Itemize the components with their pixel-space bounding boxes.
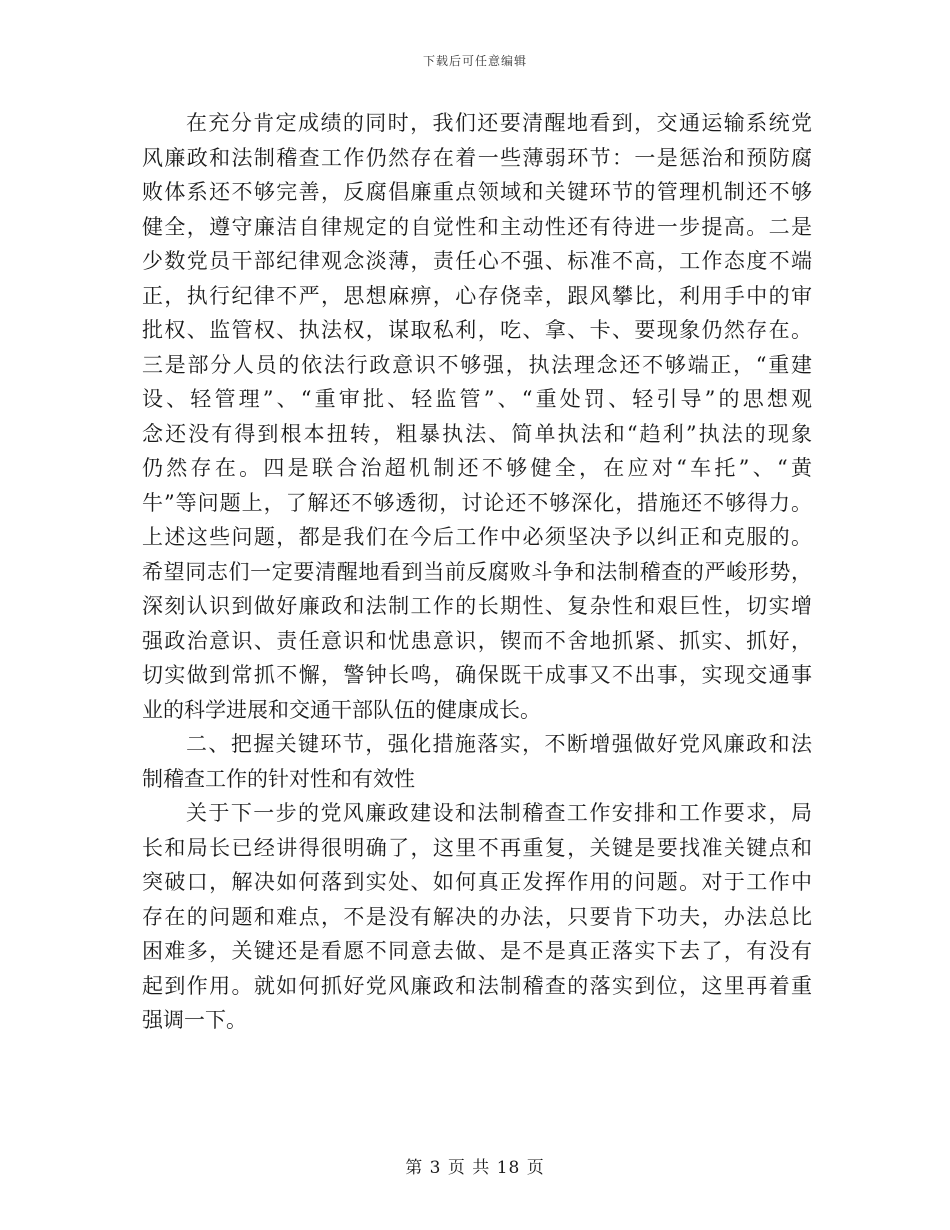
text-line-17: 切实做到常抓不懈，警钟长鸣，确保既干成事又不出事，实现交通事: [142, 663, 812, 687]
text-line-3: 败体系还不够完善，反腐倡廉重点领域和关键环节的管理机制还不够: [142, 180, 812, 204]
text-line-16: 强政治意识、责任意识和忧患意识，锲而不舍地抓紧、抓实、抓好，: [142, 628, 812, 653]
text-line-24: 存在的问题和难点，不是没有解决的办法，只要肯下功夫，办法总比: [142, 904, 812, 929]
text-line-10: 念还没有得到根本扭转，粗暴执法、简单执法和“趋利”执法的现象: [142, 421, 812, 446]
text-line-7: 批权、监管权、执法权，谋取私利，吃、拿、卡、要现象仍然存在。: [142, 318, 812, 342]
text-line-27: 强调一下。: [142, 1008, 247, 1032]
document-body: [142, 106, 812, 1038]
text-line-25: 困难多，关键还是看愿不同意去做、是不是真正落实下去了，有没有: [142, 939, 812, 963]
text-line-21: 关于下一步的党风廉政建设和法制稽查工作安排和工作要求，局: [186, 801, 812, 825]
section-heading-line-2: 制稽查工作的针对性和有效性: [142, 766, 415, 791]
text-line-11: 仍然存在。四是联合治超机制还不够健全，在应对“车托”、“黄: [142, 456, 812, 480]
text-line-23: 突破口，解决如何落到实处、如何真正发挥作用的问题。对于工作中: [142, 870, 812, 894]
text-line-1: 在充分肯定成绩的同时，我们还要清醒地看到，交通运输系统党: [186, 111, 812, 135]
text-line-18: 业的科学进展和交通干部队伍的健康成长。: [142, 697, 541, 722]
text-line-5: 少数党员干部纪律观念淡薄，责任心不强、标准不高，工作态度不端: [142, 249, 812, 273]
text-line-22: 长和局长已经讲得很明确了，这里不再重复，关键是要找准关键点和: [142, 835, 812, 860]
text-line-13: 上述这些问题，都是我们在今后工作中必须坚决予以纠正和克服的。: [142, 525, 812, 549]
section-heading-line-1: 二、把握关键环节，强化措施落实，不断增强做好党风廉政和法: [186, 732, 812, 756]
text-line-6: 正，执行纪律不严，思想麻痹，心存侥幸，跟风攀比，利用手中的审: [142, 283, 812, 308]
text-line-12: 牛”等问题上，了解还不够透彻，讨论还不够深化，措施还不够得力。: [142, 490, 812, 515]
text-line-15: 深刻认识到做好廉政和法制工作的长期性、复杂性和艰巨性，切实增: [142, 594, 812, 618]
text-line-26: 起到作用。就如何抓好党风廉政和法制稽查的落实到位，这里再着重: [142, 973, 812, 998]
text-line-14: 希望同志们一定要清醒地看到当前反腐败斗争和法制稽查的严峻形势，: [142, 559, 812, 584]
text-line-8: 三是部分人员的依法行政意识不够强，执法理念还不够端正，“重建: [142, 352, 812, 377]
text-line-9: 设、轻管理”、“重审批、轻监管”、“重处罚、轻引导”的思想观: [142, 387, 812, 411]
header-note: 下载后可任意编辑: [422, 54, 527, 68]
text-line-4: 健全，遵守廉洁自律规定的自觉性和主动性还有待进一步提高。二是: [142, 214, 812, 239]
page-number-footer: 第 3 页 共 18 页: [405, 1158, 545, 1178]
text-line-2: 风廉政和法制稽查工作仍然存在着一些薄弱环节：一是惩治和预防腐: [142, 145, 812, 170]
